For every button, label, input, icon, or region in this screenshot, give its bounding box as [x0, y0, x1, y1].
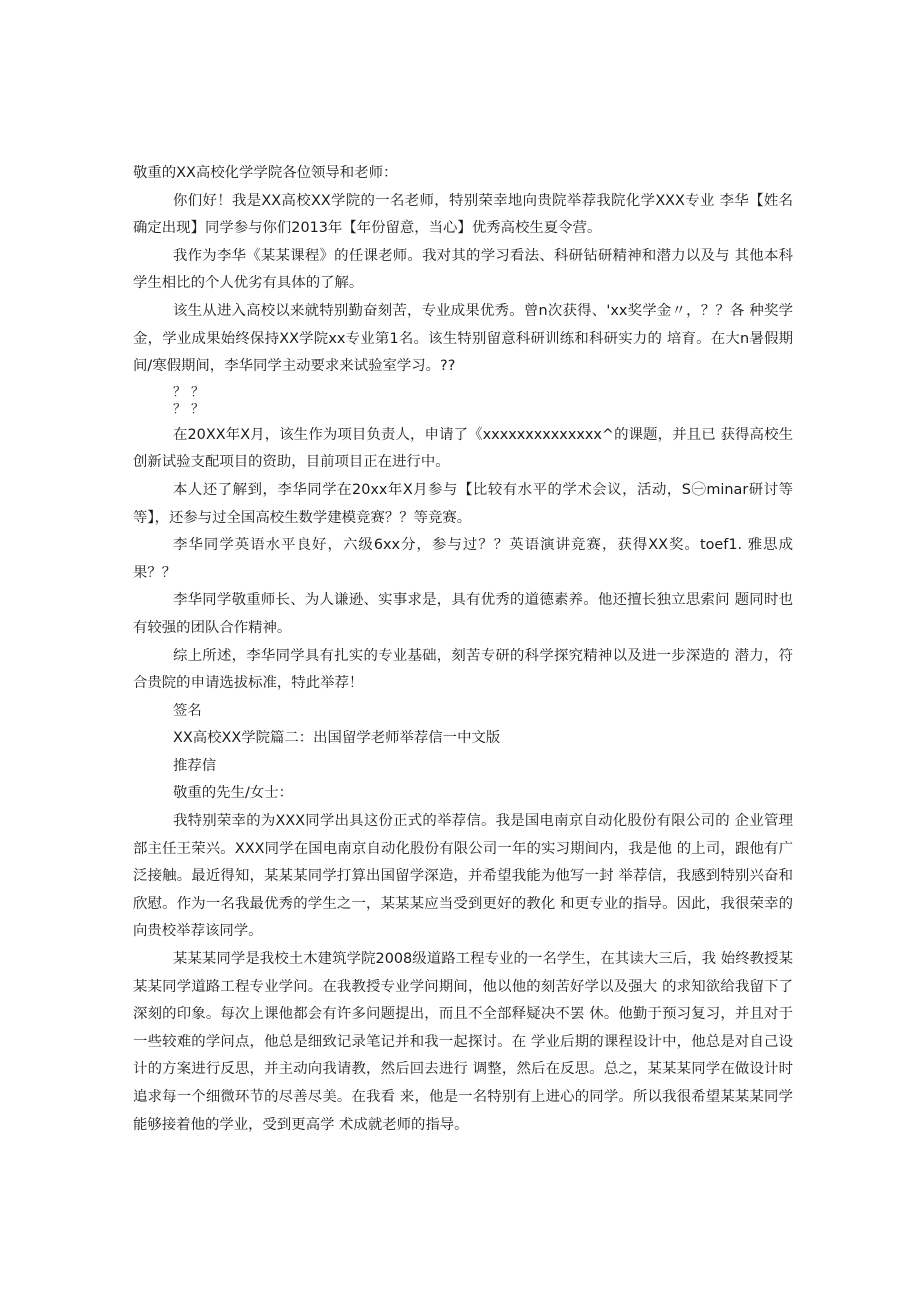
letter1-english-paragraph: 李华同学英语水平良好，六级6xx分，参与过？？英语演讲竞赛，获得XX奖。toef1. 雅思成果？？ [133, 537, 793, 581]
letter2-salutation: 敬重的先生/女士： [173, 785, 293, 802]
letter1-conclusion-paragraph: 综上所述，李华同学具有扎实的专业基础，刻苦专研的科学探究精神以及进一步深造的 潜力，符合贵院的申请选拔标准，特此举荐！ [133, 647, 793, 692]
placeholder-line-2: ？？ [173, 401, 210, 417]
letter1-signature: 签名 [173, 702, 202, 719]
letter1-project-paragraph: 在20XX年X月，该生作为项目负责人，申请了《xxxxxxxxxxxxxx^的课题，并且已 获得高校生创新试验支配项目的资助，目前项目正在进行中。 [133, 426, 793, 471]
letter1-character-paragraph: 李华同学敬重师长、为人谦逊、实事求是，具有优秀的道德素养。他还擅长独立思索问 题同时也有较强的团队合作精神。 [133, 592, 793, 636]
letter1-salutation: 敬重的XX高校化学学院各位领导和老师： [133, 165, 398, 181]
letter2-student-paragraph: 某某某同学是我校土木建筑学院2008级道路工程专业的一名学生，在其读大三后，我 始终教授某某某同学道路工程专业学问。在我教授专业学问期间，他以他的刻苦好学以及强大 的求知欲给我留下了深刻的印象。每次上课他都会有许多问题提出，而且不全部释疑决不罢 休。他勤于预习复习，并且对于一些较难的学问点，他总是细致记录笔记并和我一起探讨。在 学业后期的课程设计中，他总是对自己设计的方案进行反思，并主动向我请教，然后回去进行 调整，然后在反思。总之，某某某同学在做设计时追求每一个细微环节的尽善尽美。在我看 来，他是一名特别有上进心的同学。所以我很希望某某某同学能够接着他的学业，受到更高学 术成就老师的指导。 [133, 951, 793, 1133]
document-page [133, 160, 793, 1139]
letter1-footer: XX高校XX学院篇二：出国留学老师举荐信一中文版 [173, 730, 501, 747]
letter2-intro-paragraph: 我特别荣幸的为XXX同学出具这份正式的举荐信。我是国电南京自动化股份有限公司的 企业管理部主任王荣兴。XXX同学在国电南京自动化股份有限公司一年的实习期间内，我是他 的上司，跟他有广泛接触。最近得知，某某某同学打算出国留学深造，并希望我能为他写一封 举荐信，我感到特别兴奋和欣慰。作为一名我最优秀的学生之一，某某某应当受到更好的教化 和更专业的指导。因此，我很荣幸的向贵校举荐该同学。 [133, 813, 793, 940]
letter2-title: 推荐信 [173, 757, 217, 774]
letter1-greeting-paragraph: 你们好！我是XX高校XX学院的一名老师，特别荣幸地向贵院举荐我院化学XXX专业 李华【姓名确定出现】同学参与你们2013年【年份留意，当心】优秀高校生夏令营。 [133, 192, 793, 237]
letter1-activities-paragraph: 本人还了解到，李华同学在20xx年X月参与【比较有水平的学术会议，活动，S㊀minar研讨等等】，还参与过全国高校生数学建模竞赛？？等竞赛。 [133, 481, 793, 526]
letter1-teacher-paragraph: 我作为李华《某某课程》的任课老师。我对其的学习看法、科研钻研精神和潜力以及与 其他本科学生相比的个人优劣有具体的了解。 [133, 247, 793, 292]
placeholder-line-1: ？？ [173, 384, 210, 400]
placeholder-lines [133, 384, 793, 418]
letter1-performance-paragraph: 该生从进入高校以来就特别勤奋刻苦，专业成果优秀。曾n次获得、'xx奖学金〃，？？各 种奖学金，学业成果始终保持XX学院xx专业第1名。该生特别留意科研训练和科研实力的 培育。在大n暑假期间/寒假期间，李华同学主动要求来试验室学习。?? [133, 302, 793, 375]
